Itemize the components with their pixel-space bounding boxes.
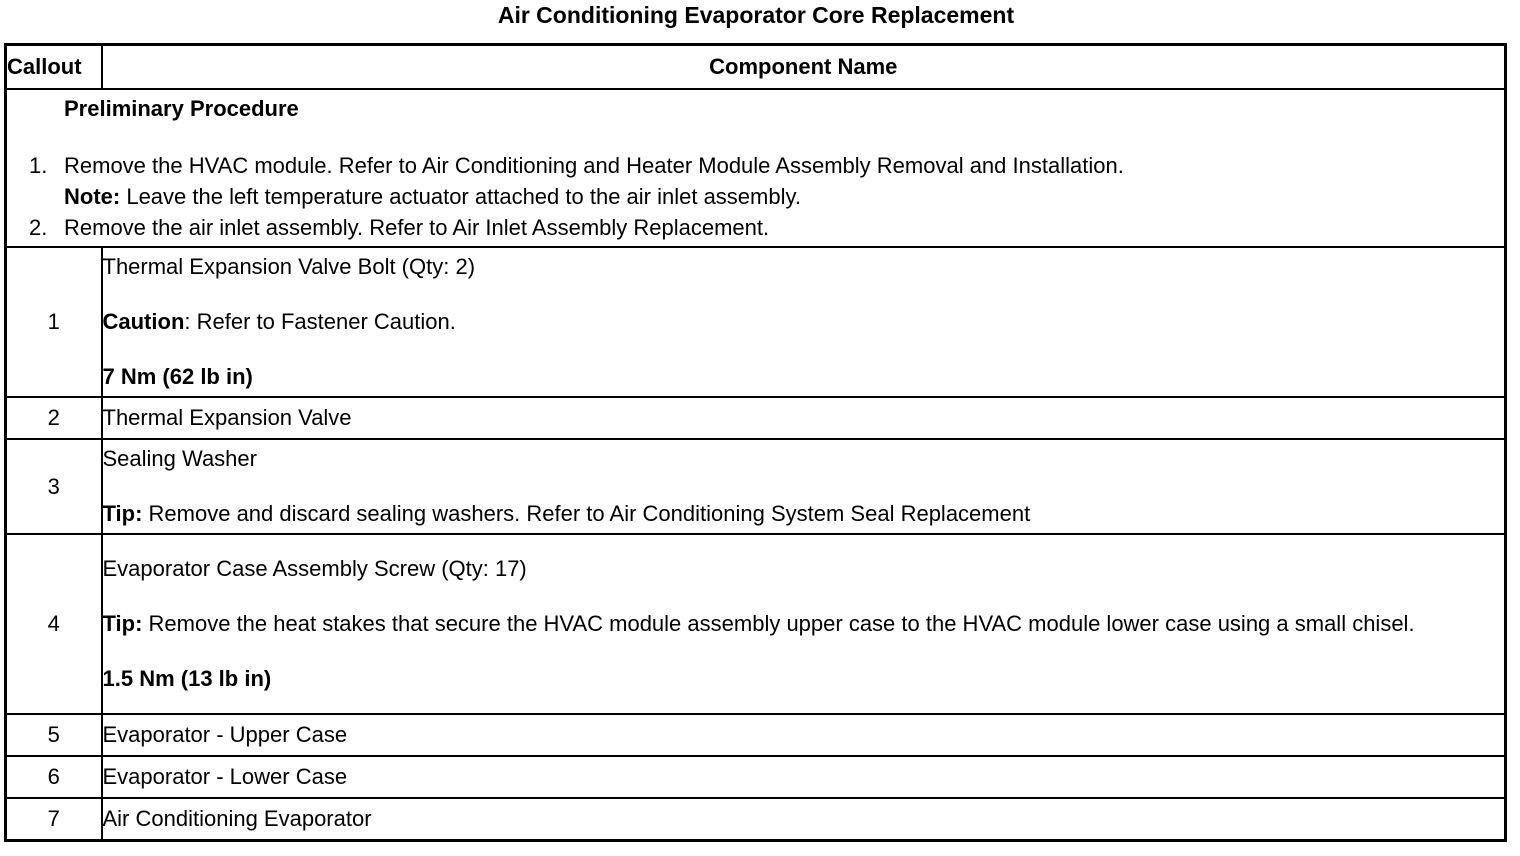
component-name: Thermal Expansion Valve [102, 405, 352, 430]
tip-body: Remove the heat stakes that secure the HVAC module assembly upper case to the HVAC module lower case using a small chisel. [142, 611, 1415, 636]
note-text: Leave the left temperature actuator attached to the air inlet assembly. [120, 183, 801, 209]
callout-number: 5 [6, 714, 102, 756]
component-description [102, 397, 1506, 439]
table-row [6, 397, 1506, 439]
table-row [6, 247, 1506, 397]
component-table [4, 43, 1507, 842]
table-header-row [6, 45, 1506, 90]
callout-column-header: Callout [6, 45, 102, 90]
page-title: Air Conditioning Evaporator Core Replacement [497, 2, 1015, 28]
table-row [6, 798, 1506, 840]
caution-body: : Refer to Fastener Caution. [184, 309, 456, 334]
component-name-column-header: Component Name [102, 45, 1506, 90]
callout-number: 6 [6, 756, 102, 798]
component-description [102, 439, 1506, 534]
component-description [102, 798, 1506, 840]
caution-label: Caution [102, 309, 185, 334]
component-name: Evaporator - Lower Case [102, 764, 348, 789]
component-name: Sealing Washer [102, 446, 257, 471]
caution-text [103, 307, 1505, 337]
callout-number: 7 [6, 798, 102, 840]
component-description [102, 756, 1506, 798]
step-number: 1. [29, 152, 48, 178]
callout-number: 4 [6, 534, 102, 714]
table-row [6, 439, 1506, 534]
step-number: 2. [29, 214, 48, 240]
callout-number: 3 [6, 439, 102, 534]
preliminary-procedure-row [6, 89, 1506, 247]
tip-label: Tip: [102, 501, 143, 526]
preliminary-procedure-cell [6, 89, 1506, 247]
component-description [102, 247, 1506, 397]
preliminary-step-1 [7, 150, 1504, 212]
component-description [102, 714, 1506, 756]
component-name: Thermal Expansion Valve Bolt (Qty: 2) [102, 254, 476, 279]
tip-body: Remove and discard sealing washers. Refer to Air Conditioning System Seal Replacement [142, 501, 1031, 526]
tip-label: Tip: [102, 611, 143, 636]
torque-spec: 7 Nm (62 lb in) [102, 364, 253, 389]
tip-text [103, 499, 1505, 529]
step-text: Remove the air inlet assembly. Refer to Air Inlet Assembly Replacement. [64, 214, 770, 240]
table-row [6, 714, 1506, 756]
component-name: Evaporator - Upper Case [102, 722, 348, 747]
torque-spec: 1.5 Nm (13 lb in) [102, 666, 272, 691]
component-name: Evaporator Case Assembly Screw (Qty: 17) [102, 556, 527, 581]
callout-number: 2 [6, 397, 102, 439]
preliminary-step-2 [7, 212, 1504, 243]
step-text: Remove the HVAC module. Refer to Air Conditioning and Heater Module Assembly Removal and Installation. [64, 152, 1124, 178]
tip-text [103, 609, 1505, 639]
callout-number: 1 [6, 247, 102, 397]
table-row [6, 534, 1506, 714]
component-name: Air Conditioning Evaporator [102, 805, 372, 831]
preliminary-procedure-title: Preliminary Procedure [64, 95, 299, 121]
component-description [102, 534, 1506, 714]
step-note [64, 181, 1504, 212]
note-label: Note: [64, 183, 121, 209]
table-row [6, 756, 1506, 798]
